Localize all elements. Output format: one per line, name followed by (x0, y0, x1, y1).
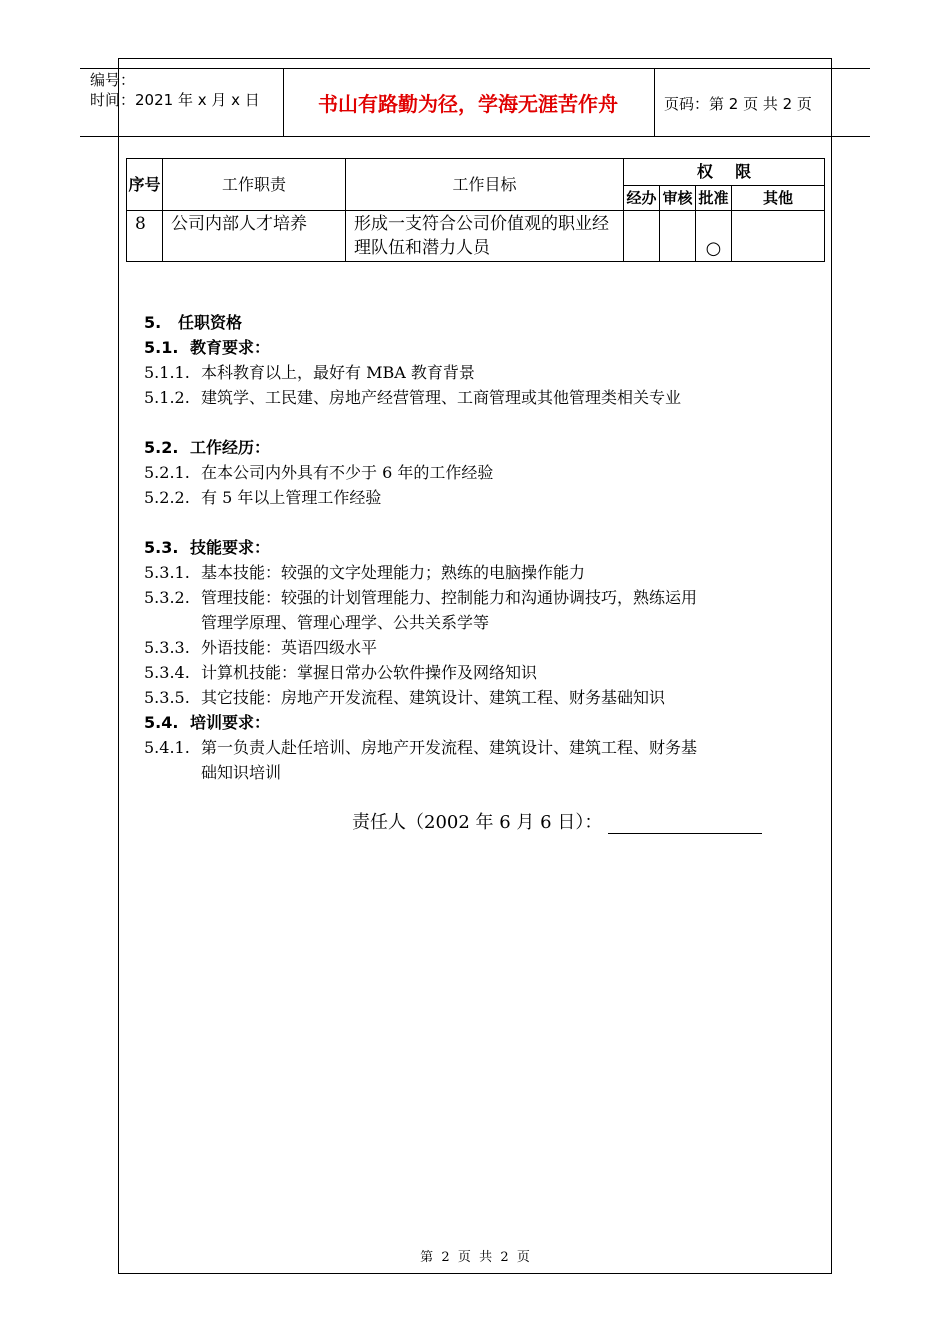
list-item: 5.3.3. 外语技能：英语四级水平 (144, 638, 378, 657)
header-page-label: 页码：第 2 页 共 2 页 (664, 95, 812, 113)
row-jingban (624, 211, 660, 262)
section-title: 5. 任职资格 (144, 313, 243, 332)
col-header-shenhe: 审核 (660, 185, 696, 211)
duty-table (126, 158, 825, 262)
training-heading: 5.4. 培训要求： (144, 713, 271, 732)
skills-heading: 5.3. 技能要求： (144, 538, 271, 557)
table-header-row (127, 159, 825, 186)
table-row (127, 211, 825, 262)
header-divider-right (654, 68, 655, 136)
col-header-jingban: 经办 (624, 185, 660, 211)
doc-time-label: 时间：2021 年 x 月 x 日 (90, 91, 260, 109)
list-item: 5.3.1. 基本技能：较强的文字处理能力；熟练的电脑操作能力 (144, 563, 586, 582)
education-heading: 5.1. 教育要求： (144, 338, 271, 357)
col-header-duty: 工作职责 (163, 159, 346, 211)
col-header-qita: 其他 (732, 185, 825, 211)
list-item: 5.3.4. 计算机技能：掌握日常办公软件操作及网络知识 (144, 663, 538, 682)
list-item: 5.1.2. 建筑学、工民建、房地产经营管理、工商管理或其他管理类相关专业 (144, 388, 682, 407)
signature-line (352, 808, 762, 834)
header-meta (90, 70, 260, 110)
page-footer: 第 2 页 共 2 页 (420, 1250, 530, 1265)
signature-label: 责任人（2002 年 6 月 6 日）： (352, 812, 603, 833)
signature-blank (608, 815, 762, 834)
header-bottom-rule (80, 136, 870, 137)
row-goal: 形成一支符合公司价值观的职业经理队伍和潜力人员 (346, 211, 624, 262)
row-pizhun-mark: ○ (696, 211, 732, 262)
list-item-continuation: 础知识培训 (201, 763, 282, 782)
doc-number-label: 编号： (90, 71, 136, 89)
experience-heading: 5.2. 工作经历： (144, 438, 271, 457)
row-seq: 8 (127, 211, 163, 262)
list-item-continuation: 管理学原理、管理心理学、公共关系学等 (201, 613, 490, 632)
col-header-authority: 权 限 (624, 159, 825, 186)
list-item: 5.4.1. 第一负责人赴任培训、房地产开发流程、建筑设计、建筑工程、财务基 (144, 738, 698, 757)
row-qita (732, 211, 825, 262)
list-item: 5.3.5. 其它技能：房地产开发流程、建筑设计、建筑工程、财务基础知识 (144, 688, 666, 707)
col-header-goal: 工作目标 (346, 159, 624, 211)
list-item: 5.2.2. 有 5 年以上管理工作经验 (144, 488, 382, 507)
header-slogan: 书山有路勤为径，学海无涯苦作舟 (318, 91, 618, 116)
col-header-seq: 序号 (127, 159, 163, 211)
list-item: 5.2.1. 在本公司内外具有不少于 6 年的工作经验 (144, 463, 494, 482)
col-header-pizhun: 批准 (696, 185, 732, 211)
row-duty: 公司内部人才培养 (163, 211, 346, 262)
list-item: 5.1.1. 本科教育以上，最好有 MBA 教育背景 (144, 363, 475, 382)
list-item: 5.3.2. 管理技能：较强的计划管理能力、控制能力和沟通协调技巧，熟练运用 (144, 588, 698, 607)
row-shenhe (660, 211, 696, 262)
